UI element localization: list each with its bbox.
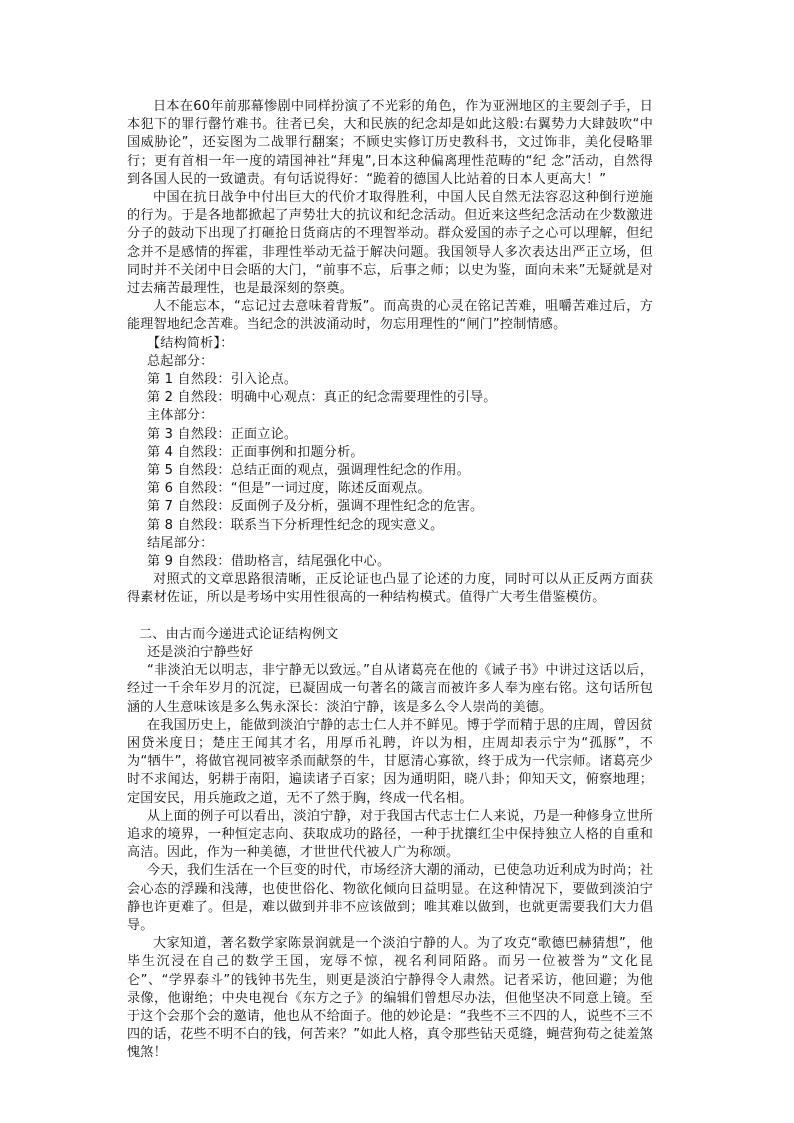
analysis-line: 结尾部分： [147, 535, 214, 551]
essay-paragraph: 今天，我们生活在一个巨变的时代，市场经济大潮的涌动，已使急功近利成为时尚；社会心态的浮躁和浅薄，也使世俗化、物欲化倾向日益明显。在这种情况下，要做到淡泊宁静也许更难了。但是，难以做到并非不应该做到；唯其难以做到，也就更需要我们大力倡导。 [127, 863, 653, 933]
analysis-heading: 【结构简析】： [147, 335, 234, 351]
section-title: 二、由古而今递进式论证结构例文 [139, 626, 339, 642]
analysis-line: 第 2 自然段：明确中心观点：真正的纪念需要理性的引导。 [147, 390, 497, 406]
analysis-line: 总起部分： [147, 353, 214, 369]
analysis-line: 第 9 自然段：借助格言，结尾强化中心。 [147, 554, 391, 570]
paragraph-conclusion: 人不能忘本，“忘记过去意味着背叛”。而高贵的心灵在铭记苦难，咀嚼苦难过后，方能理智地纪念苦难。当纪念的洪波涌动时，勿忘用理性的“闸门”控制情感。 [127, 299, 653, 333]
analysis-line: 第 1 自然段：引入论点。 [147, 372, 298, 388]
essay-paragraph: “非淡泊无以明志，非宁静无以致远。”自从诸葛亮在他的《诫子书》中讲过这话以后，经过一千余年岁月的沉淀，已凝固成一句著名的箴言而被许多人奉为座右铭。这句话所包涵的人生意味该是多么隽永深长：淡泊宁静，该是多么令人崇尚的美德。 [127, 663, 653, 715]
analysis-summary: 对照式的文章思路很清晰，正反论证也凸显了论述的力度，同时可以从正反两方面获得素材佐证，所以是考场中实用性很高的一种结构模式。值得广大考生借鉴模仿。 [127, 572, 653, 606]
essay-paragraph: 从上面的例子可以看出，淡泊宁静，对于我国古代志士仁人来说，乃是一种修身立世所追求的境界，一种恒定志向、获取成功的路径，一种于扰攘红尘中保持独立人格的自重和高洁。因此，作为一种美德，才世世代代被人广为称颂。 [127, 808, 653, 861]
paragraph-japan: 日本在60年前那幕惨剧中同样扮演了不光彩的角色，作为亚洲地区的主要刽子手，日本犯下的罪行罄竹难书。往者已矣，大和民族的纪念却是如此这般:右翼势力大肆鼓吹“中国威胁论”，还妄图为二战罪行翻案；不顾史实修订历史教科书，文过饰非，美化侵略罪行；更有首相一年一度的靖国神社“拜鬼”,日本这种偏离理性范畴的“纪 念”活动，自然得到各国人民的一致谴责。有句话说得好：“跪着的德国人比站着的日本人更高大！” [127, 99, 653, 187]
paragraph-china: 中国在抗日战争中付出巨大的代价才取得胜利，中国人民自然无法容忍这种倒行逆施的行为。于是各地都掀起了声势壮大的抗议和纪念活动。但近来这些纪念活动在少数激进分子的鼓动下出现了打砸抢日货商店的不理智举动。群众爱国的赤子之心可以理解，但纪念并不是感情的挥霍，非理性举动无益于解决问题。我国领导人多次表达出严正立场，但同时并不关闭中日会晤的大门，“前事不忘，后事之师；以史为鉴，面向未来”无疑就是对过去痛苦最理性，也是最深刻的祭奠。 [127, 190, 653, 297]
essay-paragraph: 大家知道，著名数学家陈景润就是一个淡泊宁静的人。为了攻克“歌德巴赫猜想”，他毕生沉浸在自己的数学王国，宠辱不惊，视名利同陌路。而另一位被誉为“文化昆仑”、“学界泰斗”的钱钟书先生，则更是淡泊宁静得令人肃然。记者采访，他回避；为他录像，他谢绝；中央电视台《东方之子》的编辑们曾想尽办法，但他坚决不同意上镜。至于这个会那个会的邀请，他也从不给面子。他的妙论是：“我些不三不四的人，说些不三不四的话，花些不明不白的钱，何苦来？”如此人格，真令那些钻天觅缝，蝇营狗苟之徒羞煞愧煞！ [127, 936, 653, 1061]
analysis-line: 第 3 自然段：正面立论。 [147, 426, 298, 442]
analysis-line: 第 8 自然段：联系当下分析理性纪念的现实意义。 [147, 517, 444, 533]
document-body [127, 98, 653, 1063]
analysis-line: 主体部分： [147, 408, 214, 424]
analysis-line: 第 4 自然段：正面事例和扣题分析。 [147, 444, 364, 460]
essay-paragraph: 在我国历史上，能做到淡泊宁静的志士仁人并不鲜见。博于学而精于思的庄周，曾因贫困贷米度日；楚庄王闻其才名，用厚币礼聘，许以为相，庄周却表示宁为“孤豚”，不为“牺牛”，将做官视同被宰杀而献祭的牛，甘愿清心寡欲，终于成为一代宗师。诸葛亮少时不求闻达，躬耕于南阳，遍读诸子百家；因为通明阳，晓八卦；仰知天文，俯察地理；定国安民，用兵施政之道，无不了然于胸，终成一代名相。 [127, 717, 653, 806]
section-gap [127, 608, 653, 626]
analysis-line: 第 7 自然段：反面例子及分析，强调不理性纪念的危害。 [147, 499, 484, 515]
analysis-line: 第 6 自然段：“但是”一词过度，陈述反面观点。 [147, 481, 431, 497]
analysis-line: 第 5 自然段：总结正面的观点，强调理性纪念的作用。 [147, 463, 471, 479]
essay-title: 还是淡泊宁静些好 [147, 644, 254, 660]
